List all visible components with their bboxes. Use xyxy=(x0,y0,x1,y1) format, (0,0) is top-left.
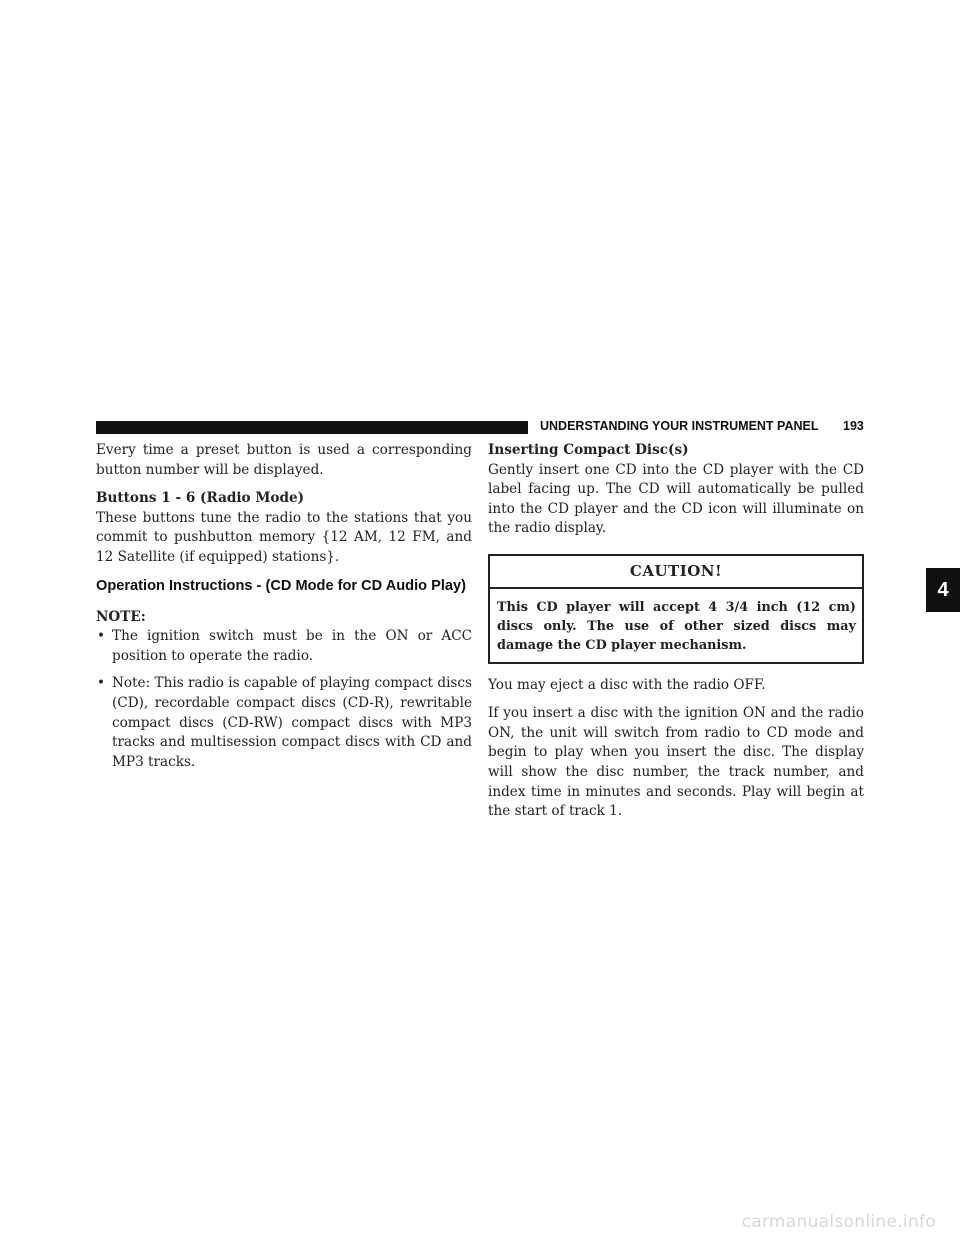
caution-box xyxy=(488,554,864,664)
bullet-text: Note: This radio is capable of playing compact discs (CD), recordable compact discs (CD-R), rewritable compact discs (CD-RW) compact discs with MP3 tracks and multisession compact discs with CD and MP3 tracks. xyxy=(112,675,472,770)
inserting-heading: Inserting Compact Disc(s) xyxy=(488,442,689,458)
running-header-title: UNDERSTANDING YOUR INSTRUMENT PANEL xyxy=(540,419,819,433)
page-number: 193 xyxy=(843,419,864,433)
section-heading: Operation Instructions - (CD Mode for CD Audio Play) xyxy=(96,577,466,594)
insert-on-paragraph: If you insert a disc with the ignition ON and the radio ON, the unit will switch from radio to CD mode and begin to play when you insert the disc. The display will show the disc number, the track number, and index time in minutes and seconds. Play will begin at the start of track 1. xyxy=(488,705,864,820)
left-column xyxy=(96,441,472,780)
caution-title: CAUTION! xyxy=(490,556,862,589)
bullet-text: The ignition switch must be in the ON or ACC position to operate the radio. xyxy=(112,628,472,664)
buttons-paragraph: These buttons tune the radio to the stations that you commit to pushbutton memory {12 AM, 12 FM, and 12 Satellite (if equipped) stations}. xyxy=(96,509,472,565)
right-column xyxy=(488,441,864,831)
bullet-glyph: • xyxy=(97,628,106,645)
list-item xyxy=(96,674,472,772)
eject-paragraph: You may eject a disc with the radio OFF. xyxy=(488,676,766,693)
list-item xyxy=(96,627,472,666)
watermark: carmanualsonline.info xyxy=(741,1212,936,1232)
chapter-tab: 4 xyxy=(926,568,960,612)
note-label: NOTE: xyxy=(96,608,146,625)
bullet-glyph: • xyxy=(97,675,106,692)
intro-paragraph: Every time a preset button is used a corresponding button number will be displayed. xyxy=(96,442,472,478)
caution-text: This CD player will accept 4 3/4 inch (12 cm) discs only. The use of other sized discs may damage the CD player mechanism. xyxy=(497,599,856,653)
note-list xyxy=(96,627,472,772)
header-rule xyxy=(96,421,528,434)
inserting-paragraph: Gently insert one CD into the CD player with the CD label facing up. The CD will automatically be pulled into the CD player and the CD icon will illuminate on the radio display. xyxy=(488,461,864,537)
buttons-heading: Buttons 1 - 6 (Radio Mode) xyxy=(96,490,305,507)
